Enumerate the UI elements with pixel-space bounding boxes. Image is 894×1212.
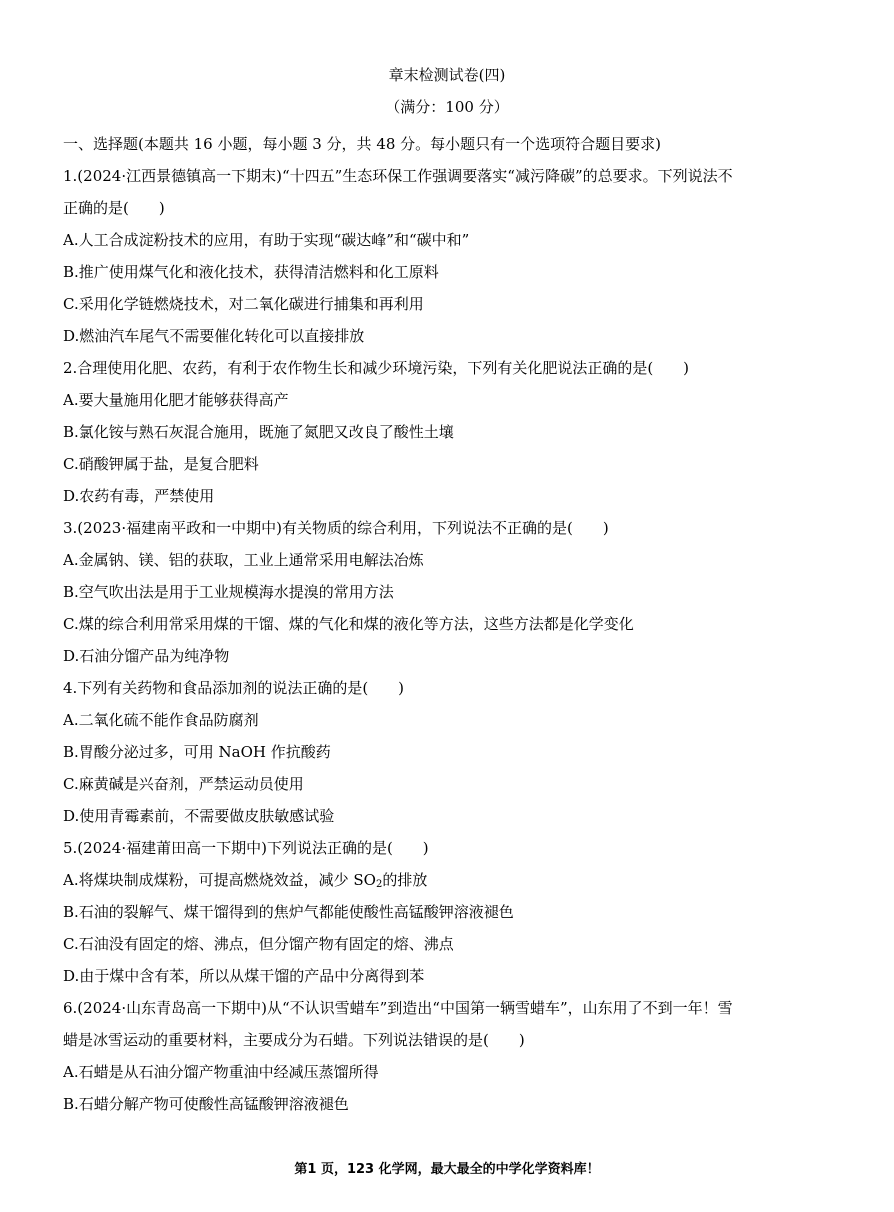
option-c: C.煤的综合利用常采用煤的干馏、煤的气化和煤的液化等方法，这些方法都是化学变化: [63, 615, 634, 633]
option-b: B.石蜡分解产物可使酸性高锰酸钾溶液褪色: [63, 1095, 349, 1113]
page-footer: 第1 页，123 化学网，最大最全的中学化学资料库！: [294, 1162, 600, 1177]
option-a: A.金属钠、镁、铝的获取，工业上通常采用电解法冶炼: [63, 551, 424, 569]
question-4: [63, 672, 823, 832]
option-d: D.农药有毒，严禁使用: [63, 487, 215, 505]
question-stem: 3.(2023·福建南平政和一中期中)有关物质的综合利用，下列说法不正确的是( ): [63, 519, 609, 537]
option-a: A.石蜡是从石油分馏产物重油中经减压蒸馏所得: [63, 1063, 379, 1081]
subscript: 2: [375, 879, 383, 890]
option-a: A.二氧化硫不能作食品防腐剂: [63, 711, 259, 729]
option-a: A.要大量施用化肥才能够获得高产: [63, 391, 289, 409]
question-1: [63, 160, 823, 352]
option-c: C.麻黄碱是兴奋剂，严禁运动员使用: [63, 775, 304, 793]
option-c: C.硝酸钾属于盐，是复合肥料: [63, 455, 259, 473]
question-3: [63, 512, 823, 672]
option-b: B.空气吹出法是用于工业规模海水提溴的常用方法: [63, 583, 394, 601]
option-b: B.胃酸分泌过多，可用 NaOH 作抗酸药: [63, 743, 331, 761]
question-stem: 正确的是( ): [63, 199, 165, 217]
option-a-text: A.将煤块制成煤粉，可提高燃烧效益，减少 SO: [63, 871, 376, 889]
question-stem: 2.合理使用化肥、农药，有利于农作物生长和减少环境污染，下列有关化肥说法正确的是( ): [63, 359, 690, 377]
question-stem: 6.(2024·山东青岛高一下期中)从“不认识雪蜡车”到造出“中国第一辆雪蜡车”，山东用了不到一年！雪: [63, 999, 733, 1017]
page-title: 章末检测试卷(四): [388, 66, 506, 84]
page-subtitle: （满分：100 分）: [385, 98, 509, 116]
option-b: B.推广使用煤气化和液化技术，获得清洁燃料和化工原料: [63, 263, 439, 281]
option-a-text-end: 的排放: [382, 871, 428, 889]
question-2: [63, 352, 823, 512]
question-stem: 4.下列有关药物和食品添加剂的说法正确的是( ): [63, 679, 405, 697]
question-stem: 1.(2024·江西景德镇高一下期末)“十四五”生态环保工作强调要落实“减污降碳”的总要求。下列说法不: [63, 167, 733, 185]
question-6: [63, 992, 823, 1120]
option-c: C.采用化学链燃烧技术，对二氧化碳进行捕集和再利用: [63, 295, 424, 313]
section-header: 一、选择题(本题共 16 小题，每小题 3 分，共 48 分。每小题只有一个选项符合题目要求): [63, 135, 662, 153]
question-stem: 5.(2024·福建莆田高一下期中)下列说法正确的是( ): [63, 839, 429, 857]
option-b: B.石油的裂解气、煤干馏得到的焦炉气都能使酸性高锰酸钾溶液褪色: [63, 903, 514, 921]
document-body: [63, 128, 823, 1120]
option-d: D.由于煤中含有苯，所以从煤干馏的产品中分离得到苯: [63, 967, 425, 985]
option-d: D.使用青霉素前，不需要做皮肤敏感试验: [63, 807, 335, 825]
option-d: D.石油分馏产品为纯净物: [63, 647, 230, 665]
option-a: [63, 864, 823, 896]
question-stem: 蜡是冰雪运动的重要材料，主要成分为石蜡。下列说法错误的是( ): [63, 1031, 525, 1049]
option-a: A.人工合成淀粉技术的应用，有助于实现“碳达峰”和“碳中和”: [63, 231, 470, 249]
question-5: [63, 832, 823, 992]
option-c: C.石油没有固定的熔、沸点，但分馏产物有固定的熔、沸点: [63, 935, 454, 953]
option-d: D.燃油汽车尾气不需要催化转化可以直接排放: [63, 327, 365, 345]
option-b: B.氯化铵与熟石灰混合施用，既施了氮肥又改良了酸性土壤: [63, 423, 454, 441]
